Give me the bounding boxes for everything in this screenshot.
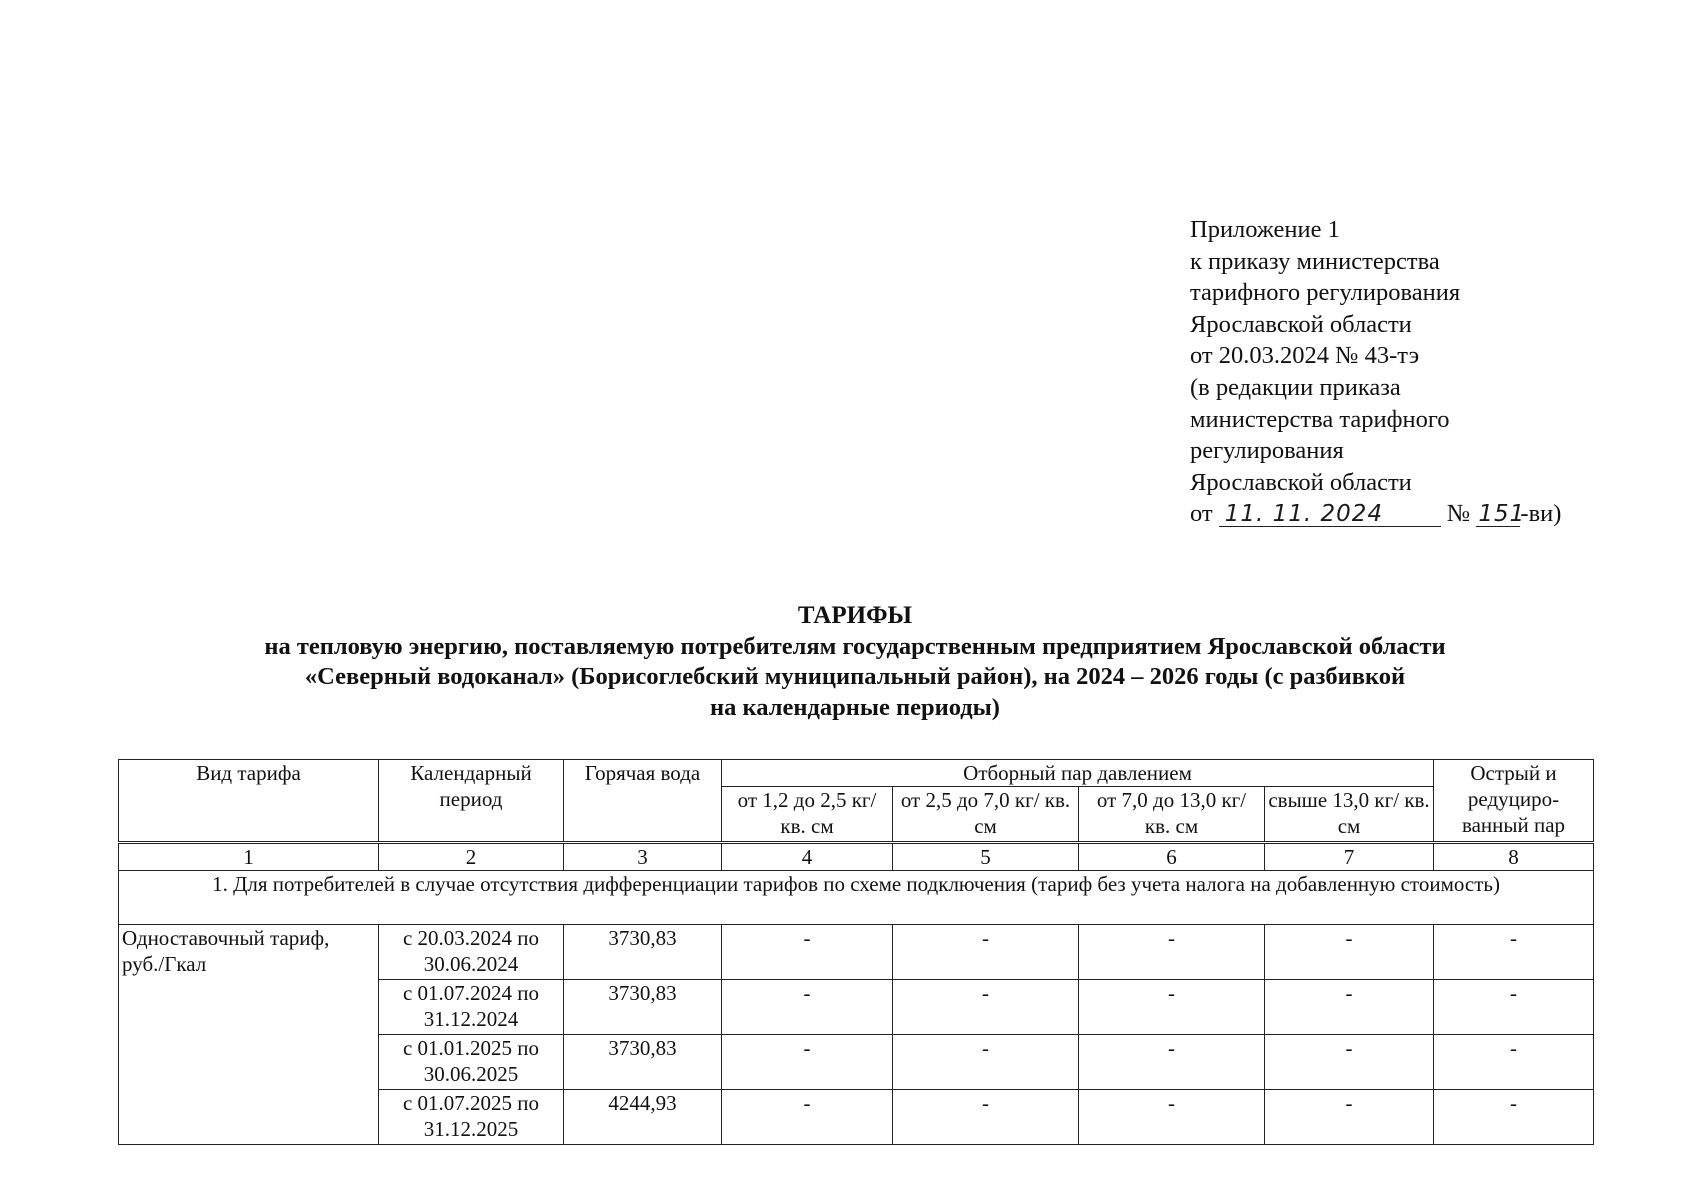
column-number: 1 [119,843,379,871]
value-cell: - [1434,1035,1594,1090]
column-number-row [119,843,1594,871]
column-number: 2 [379,843,564,871]
appendix-line: Ярославской области [1190,310,1412,338]
appendix-line: Приложение 1 [1190,216,1340,243]
value-cell: - [893,1090,1079,1145]
header-period: Календарный период [379,760,564,843]
value-cell: - [722,925,893,980]
column-number: 7 [1265,843,1434,871]
appendix-block [1190,214,1561,530]
value-cell: - [722,1090,893,1145]
appendix-line: (в редакции приказа [1190,373,1401,401]
appendix-line: тарифного регулирования [1190,279,1461,307]
value-cell: - [893,980,1079,1035]
header-steam-2: от 2,5 до 7,0 кг/ кв. см [893,787,1079,843]
table-row [119,925,1594,980]
appendix-suffix: -ви) [1520,500,1562,528]
hot-water-cell: 3730,83 [564,980,722,1035]
value-cell: - [722,1035,893,1090]
period-cell: с 20.03.2024 по 30.06.2024 [379,925,564,980]
value-cell: - [1265,1035,1434,1090]
column-number: 6 [1079,843,1265,871]
hot-water-cell: 3730,83 [564,925,722,980]
value-cell: - [722,980,893,1035]
header-steam-1: от 1,2 до 2,5 кг/ кв. см [722,787,893,843]
handwritten-date: 11. 11. 2024 [1219,502,1441,527]
column-number: 8 [1434,843,1594,871]
value-cell: - [1265,925,1434,980]
appendix-last-line [1190,498,1561,530]
value-cell: - [1079,980,1265,1035]
column-number: 3 [564,843,722,871]
hot-water-cell: 4244,93 [564,1090,722,1145]
title-main: ТАРИФЫ [797,602,913,629]
value-cell: - [893,1035,1079,1090]
column-number: 4 [722,843,893,871]
period-cell: с 01.01.2025 по 30.06.2025 [379,1035,564,1090]
appendix-line: к приказу министерства [1190,247,1440,275]
appendix-line: министерства тарифного [1190,405,1450,433]
value-cell: - [1079,1035,1265,1090]
header-selected-steam: Отборный пар давлением [722,760,1434,787]
title-line: на календарные периоды) [710,693,1000,721]
value-cell: - [1265,980,1434,1035]
header-hot-water: Горячая вода [564,760,722,843]
value-cell: - [1079,925,1265,980]
header-sharp-steam: Острый и редуциро-ванный пар [1434,760,1594,843]
document-title [120,601,1590,723]
tariffs-table [118,759,1594,1145]
value-cell: - [893,925,1079,980]
period-cell: с 01.07.2024 по 31.12.2024 [379,980,564,1035]
hot-water-cell: 3730,83 [564,1035,722,1090]
header-steam-4: свыше 13,0 кг/ кв. см [1265,787,1434,843]
appendix-line: Ярославской области [1190,468,1412,496]
value-cell: - [1265,1090,1434,1145]
column-number: 5 [893,843,1079,871]
header-row-top [119,760,1594,787]
handwritten-number: 151 [1478,501,1526,528]
appendix-prefix: от [1190,500,1213,528]
appendix-line: регулирования [1190,437,1344,465]
section-title: 1. Для потребителей в случае отсутствия дифференциации тарифов по схеме подключения (тариф без учета налога на добавленную стоимость) [119,871,1594,925]
title-line: на тепловую энергию, поставляемую потребителям государственным предприятием Ярославской области [264,632,1446,660]
header-tariff-type: Вид тарифа [119,760,379,843]
value-cell: - [1434,925,1594,980]
title-line: «Северный водоканал» (Борисоглебский муниципальный район), на 2024 – 2026 годы (с разбивкой [304,663,1406,690]
tariff-name: Одноставочный тариф, руб./Гкал [119,925,379,1145]
number-sign: № [1446,500,1471,528]
section-row [119,871,1594,925]
period-cell: с 01.07.2025 по 31.12.2025 [379,1090,564,1145]
header-steam-3: от 7,0 до 13,0 кг/ кв. см [1079,787,1265,843]
value-cell: - [1434,980,1594,1035]
appendix-line: от 20.03.2024 № 43-тэ [1190,342,1420,370]
value-cell: - [1434,1090,1594,1145]
value-cell: - [1079,1090,1265,1145]
